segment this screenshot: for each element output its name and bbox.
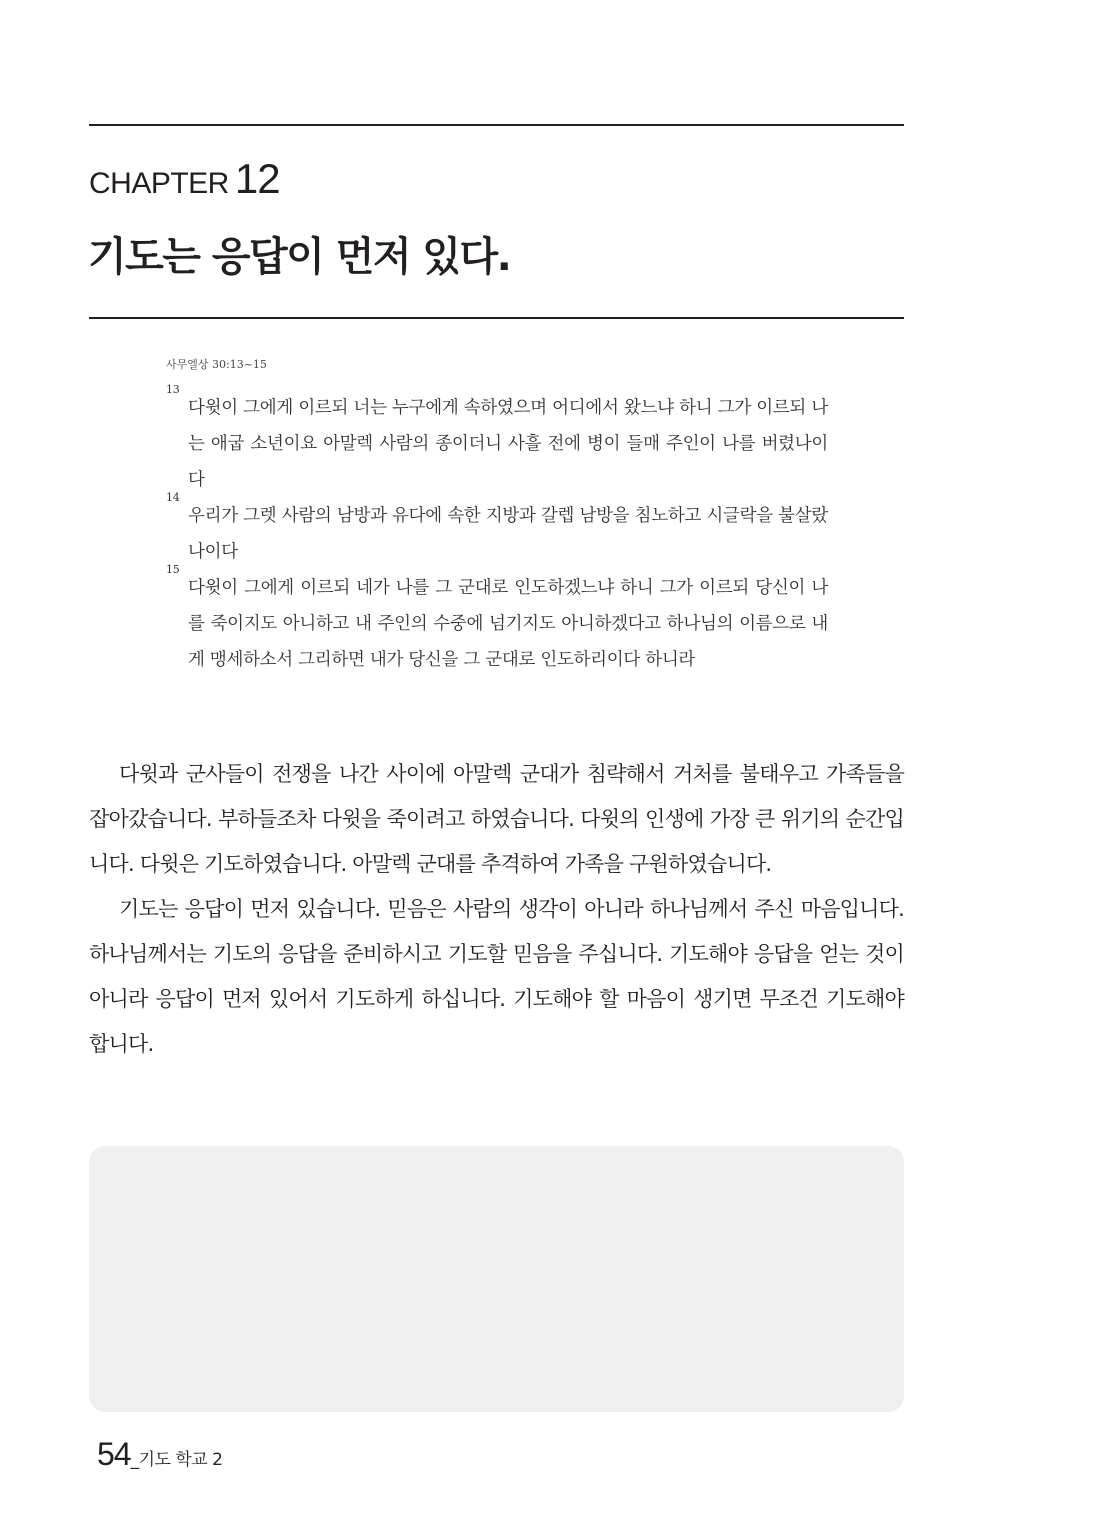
title-rule	[89, 317, 904, 319]
scripture-verses	[166, 383, 828, 678]
body-paragraph: 기도는 응답이 먼저 있습니다. 믿음은 사람의 생각이 아니라 하나님께서 주신 마음입니다. 하나님께서는 기도의 응답을 준비하시고 기도할 믿음을 주십니다. 기도해야 응답을 얻는 것이 아니라 응답이 먼저 있어서 기도하게 하십니다. 기도해야 할 마음이 생기면 무조건 기도해야 합니다.	[89, 897, 904, 1056]
chapter-title: 기도는 응답이 먼저 있다.	[88, 234, 511, 280]
verse-number: 15	[166, 563, 180, 576]
verse-15	[166, 563, 828, 678]
verse-text: 우리가 그렛 사람의 남방과 유다에 속한 지방과 갈렙 남방을 침노하고 시글락을 불살랐나이다	[188, 506, 828, 562]
book-title: _기도 학교 2	[130, 1450, 223, 1470]
page-footer	[97, 1438, 222, 1470]
verse-text: 다윗이 그에게 이르되 너는 누구에게 속하였으며 어디에서 왔느냐 하니 그가 이르되 나는 애굽 소년이요 아말렉 사람의 종이더니 사흘 전에 병이 들매 주인이 나를 버렸나이다	[188, 398, 828, 490]
page-number: 54	[97, 1436, 131, 1472]
scripture-reference: 사무엘상 30:13~15	[166, 358, 267, 371]
body-text	[89, 752, 904, 1067]
verse-14	[166, 491, 828, 570]
top-rule	[89, 124, 904, 126]
verse-number: 14	[166, 491, 180, 504]
verse-number: 13	[166, 383, 180, 396]
chapter-heading	[89, 155, 280, 202]
body-paragraph: 다윗과 군사들이 전쟁을 나간 사이에 아말렉 군대가 침략해서 거처를 불태우고 가족들을 잡아갔습니다. 부하들조차 다윗을 죽이려고 하였습니다. 다윗의 인생에 가장 큰 위기의 순간입니다. 다윗은 기도하였습니다. 아말렉 군대를 추격하여 가족을 구원하였습니다.	[89, 762, 904, 876]
verse-text: 다윗이 그에게 이르되 네가 나를 그 군대로 인도하겠느냐 하니 그가 이르되 당신이 나를 죽이지도 아니하고 내 주인의 수중에 넘기지도 아니하겠다고 하나님의 이름으로 내게 맹세하소서 그리하면 내가 당신을 그 군대로 인도하리이다 하니라	[188, 578, 828, 670]
chapter-label: CHAPTER	[89, 167, 229, 200]
verse-13	[166, 383, 828, 498]
chapter-number: 12	[234, 155, 280, 202]
note-box	[89, 1146, 904, 1412]
